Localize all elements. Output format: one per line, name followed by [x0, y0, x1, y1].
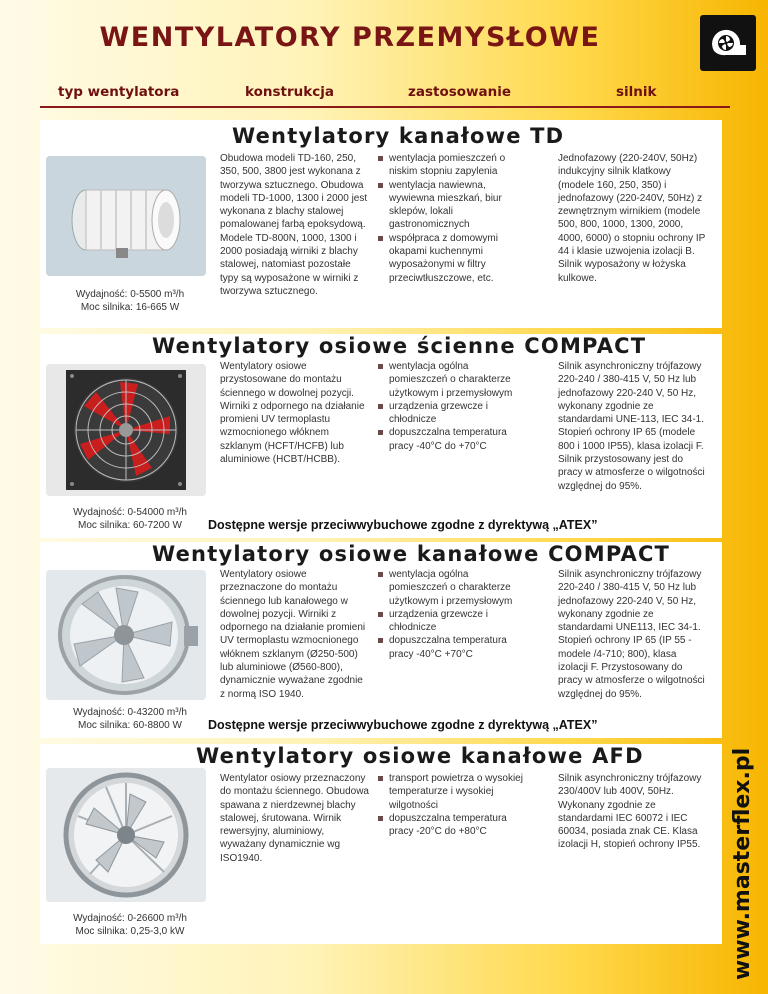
- section-title: Wentylatory osiowe ścienne COMPACT: [146, 334, 652, 358]
- perf-power: Moc silnika: 60-7200 W: [78, 520, 182, 531]
- perf-capacity: Wydajność: 0-54000 m³/h: [73, 507, 187, 518]
- perf-power: Moc silnika: 0,25-3,0 kW: [75, 926, 185, 937]
- application-list: [375, 772, 525, 838]
- construction-text: Wentylator osiowy przeznaczony do montażu ściennego. Obudowa spawana z nierdzewnej blachy stalowej, śrutowana. Wirnik rewersyjny, aluminiowy, wyważany dynamicznie wg ISO1940.: [220, 773, 369, 864]
- list-item: współpraca z domowymi okapami kuchennymi wyposażonymi w filtry przeciwtłuszczowe, etc.: [375, 232, 525, 285]
- list-item: dopuszczalna temperatura pracy -40°C do +70°C: [375, 426, 525, 453]
- list-item: dopuszczalna temperatura pracy -40°C +70°C: [375, 634, 525, 661]
- motor-text: Jednofazowy (220-240V, 50Hz) indukcyjny silnik klatkowy (modele 160, 250, 350) i jednofazowy (220-240V, 50Hz) z zewnętrznym wirnikiem (modele 500, 800, 1000, 1300, 2000, 4000, 6000) o stopniu ochrony IP 44 i klasie uzwojenia izolacji B. Silnik wyposażony w łożyska kulkowe.: [558, 153, 706, 284]
- duct-axial-fan-icon: [46, 570, 206, 700]
- application-list: [375, 152, 525, 285]
- wall-axial-fan-icon: [46, 364, 206, 496]
- section-title: Wentylatory osiowe kanałowe AFD: [190, 744, 650, 768]
- atex-note: Dostępne wersje przeciwwybuchowe zgodne z dyrektywą „ATEX”: [208, 718, 598, 732]
- perf-power: Moc silnika: 16-665 W: [80, 302, 180, 313]
- atex-note: Dostępne wersje przeciwwybuchowe zgodne z dyrektywą „ATEX”: [208, 518, 598, 532]
- column-header-row: [40, 80, 730, 108]
- performance-info: [40, 288, 220, 314]
- inline-duct-fan-icon: [46, 156, 206, 276]
- header-motor: silnik: [616, 84, 657, 100]
- page-title: WENTYLATORY PRZEMYSŁOWE: [99, 22, 601, 53]
- construction-text: Wentylatory osiowe przystosowane do montażu ściennego w dowolnej pozycji. Wirniki z odpornego na działanie promieni UV termoplastu wzmocnionego włóknem szklanym (HCFT/HCFB) lub aluminiowe (HCBT/HCBB).: [220, 361, 365, 466]
- list-item: urządzenia grzewcze i chłodnicze: [375, 400, 525, 427]
- list-item: wentylacja pomieszczeń o niskim stopniu zapylenia: [375, 152, 525, 179]
- motor-text: Silnik asynchroniczny trójfazowy 230/400V lub 400V, 50Hz. Wykonany zgodnie ze standardami IEC 60072 i IEC 60034, posiada znak CE. Klasa izolacji H, stopień ochrony IP55.: [558, 773, 702, 851]
- fan-blower-icon: [700, 15, 756, 71]
- performance-info: [40, 706, 220, 732]
- application-list: [375, 360, 525, 453]
- construction-text: Wentylatory osiowe przeznaczone do montażu ściennego lub kanałowego w dowolnej pozycji. Wirniki z odpornego na działanie promieni UV termoplastu wzmocnionego włóknem szklanym (Ø250-500) lub aluminiowe (Ø560-800), dynamicznie wyważane zgodnie z normą ISO 1940.: [220, 569, 366, 700]
- motor-text: Silnik asynchroniczny trójfazowy 220-240 / 380-415 V, 50 Hz lub jednofazowy 220-240 V, 50 Hz, wykonany zgodnie ze standardami UNE113, IEC 34-1. Stopień ochrony IP 65 (IP 55 - modele /4-710; 800), klasa izolacji F. Przystosowany do pracy w atmosferze o wilgotności względnej do 95%.: [558, 569, 705, 700]
- website-url: www.masterflex.pl: [730, 747, 755, 980]
- performance-info: [40, 506, 220, 532]
- section-title: Wentylatory kanałowe TD: [226, 124, 570, 148]
- section-wall-compact: [40, 334, 722, 538]
- perf-power: Moc silnika: 60-8800 W: [78, 720, 182, 731]
- steel-axial-fan-icon: [46, 768, 206, 902]
- list-item: wentylacja ogólna pomieszczeń o charakterze użytkowym i przemysłowym: [375, 568, 525, 608]
- list-item: urządzenia grzewcze i chłodnicze: [375, 608, 525, 635]
- section-afd: [40, 744, 722, 944]
- list-item: wentylacja nawiewna, wywiewna mieszkań, biur sklepów, lokali gastronomicznych: [375, 179, 525, 232]
- motor-text: Silnik asynchroniczny trójfazowy 220-240 / 380-415 V, 50 Hz lub jednofazowy 220-240 V, 50 Hz, wykonany zgodnie ze standardami UNE-113, IEC 34-1. Stopień ochrony IP 65 (modele 800 i 1000 IP55), klasa izolacji F. Silnik przystosowany jest do pracy w atmosferze o wilgotności względnej do 95%.: [558, 361, 705, 492]
- perf-capacity: Wydajność: 0-5500 m³/h: [75, 289, 185, 300]
- section-title: Wentylatory osiowe kanałowe COMPACT: [146, 542, 676, 566]
- performance-info: [40, 912, 220, 938]
- perf-capacity: Wydajność: 0-26600 m³/h: [73, 913, 187, 924]
- header-type: typ wentylatora: [58, 84, 180, 100]
- list-item: dopuszczalna temperatura pracy -20°C do +80°C: [375, 812, 525, 839]
- construction-text: Obudowa modeli TD-160, 250, 350, 500, 3800 jest wykonana z tworzywa sztucznego. Obudowa modeli TD-1000, 1300 i 2000 jest wykonana z blachy stalowej pomalowanej farbą epoksydową. Modele TD-800N, 1000, 1300 i 2000 posiadają wirniki z blachy stalowej, natomiast pozostałe typy są wyposażone w wirniki z tworzywa sztucznego.: [220, 153, 368, 297]
- perf-capacity: Wydajność: 0-43200 m³/h: [73, 707, 187, 718]
- list-item: wentylacja ogólna pomieszczeń o charakterze użytkowym i przemysłowym: [375, 360, 525, 400]
- header-application: zastosowanie: [408, 84, 512, 100]
- header-construction: konstrukcja: [245, 84, 334, 100]
- list-item: transport powietrza o wysokiej temperaturze i wysokiej wilgotności: [375, 772, 525, 812]
- section-td: [40, 120, 722, 328]
- section-duct-compact: [40, 542, 722, 738]
- application-list: [375, 568, 525, 661]
